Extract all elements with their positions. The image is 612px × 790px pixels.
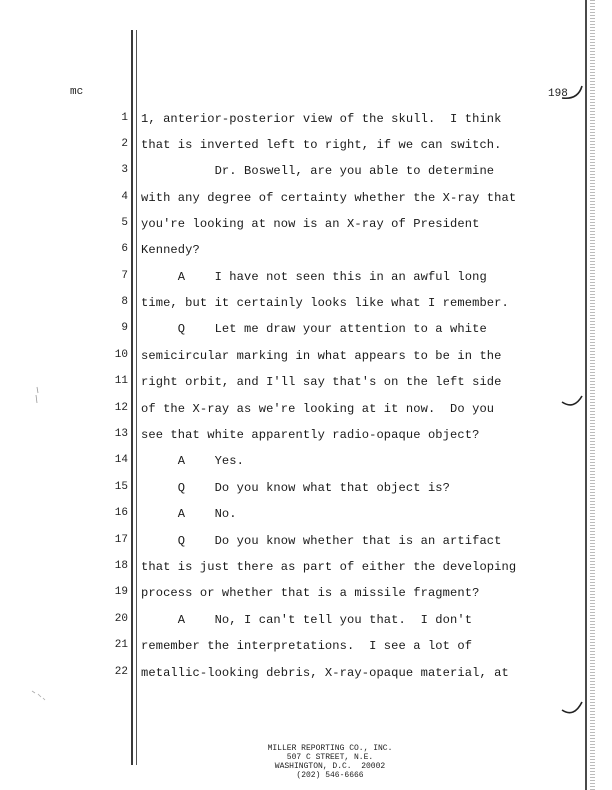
left-margin-rule (131, 30, 133, 765)
line-text: process or whether that is a missile fragment? (141, 586, 480, 600)
line-number: 12 (114, 402, 128, 414)
line-text: you're looking at now is an X-ray of President (141, 217, 480, 231)
binder-hole-mark-middle (560, 392, 586, 412)
line-number: 1 (121, 112, 128, 124)
line-text: Kennedy? (141, 243, 200, 257)
line-text: of the X-ray as we're looking at it now. Do you (141, 402, 495, 416)
line-number: 22 (114, 666, 128, 678)
line-text: metallic-looking debris, X-ray-opaque material, at (141, 666, 509, 680)
line-number: 11 (114, 375, 128, 387)
line-text: time, but it certainly looks like what I remember. (141, 296, 509, 310)
line-number: 9 (121, 322, 128, 334)
scan-speck (30, 688, 48, 702)
line-text: semicircular marking in what appears to be in the (141, 349, 502, 363)
line-number: 10 (114, 349, 128, 361)
reporter-initials: mc (70, 86, 84, 98)
line-number: 19 (114, 586, 128, 598)
line-text: A Yes. (141, 454, 245, 468)
scan-speck (32, 385, 42, 407)
line-text: A I have not seen this in an awful long (141, 270, 487, 284)
line-number: 6 (121, 243, 128, 255)
footer-company: MILLER REPORTING CO., INC. (267, 744, 393, 753)
line-text: Q Do you know what that object is? (141, 481, 451, 495)
line-text: Q Do you know whether that is an artifact (141, 534, 502, 548)
line-number: 13 (114, 428, 128, 440)
line-text: A No. (141, 507, 237, 521)
line-number: 3 (121, 164, 128, 176)
line-number: 20 (114, 613, 128, 625)
line-number: 7 (121, 270, 128, 282)
line-text: see that white apparently radio-opaque object? (141, 428, 480, 442)
line-text: remember the interpretations. I see a lot of (141, 639, 473, 653)
line-number: 16 (114, 507, 128, 519)
line-number: 18 (114, 560, 128, 572)
line-text: that is inverted left to right, if we can switch. (141, 138, 502, 152)
line-text: 1, anterior-posterior view of the skull. I think (141, 112, 502, 126)
line-text: Dr. Boswell, are you able to determine (141, 164, 495, 178)
right-margin-hatch (590, 0, 595, 790)
line-number: 14 (114, 454, 128, 466)
line-text: that is just there as part of either the developing (141, 560, 517, 574)
binder-hole-mark-bottom (560, 700, 586, 722)
line-text: Q Let me draw your attention to a white (141, 322, 487, 336)
footer-street: 507 C STREET, N.E. (286, 753, 374, 762)
line-number: 5 (121, 217, 128, 229)
line-text: with any degree of certainty whether the X-ray that (141, 191, 517, 205)
footer-city: WASHINGTON, D.C. 20002 (274, 762, 386, 771)
reporter-footer (230, 744, 430, 780)
line-number: 15 (114, 481, 128, 493)
line-number: 8 (121, 296, 128, 308)
line-number: 17 (114, 534, 128, 546)
line-number: 4 (121, 191, 128, 203)
line-number: 21 (114, 639, 128, 651)
binder-hole-mark-top (560, 84, 586, 104)
footer-phone: (202) 546-6666 (296, 771, 364, 780)
page-number: 198 (548, 88, 568, 100)
line-text: right orbit, and I'll say that's on the left side (141, 375, 502, 389)
line-text: A No, I can't tell you that. I don't (141, 613, 473, 627)
left-margin-rule-inner (136, 30, 137, 765)
line-number: 2 (121, 138, 128, 150)
